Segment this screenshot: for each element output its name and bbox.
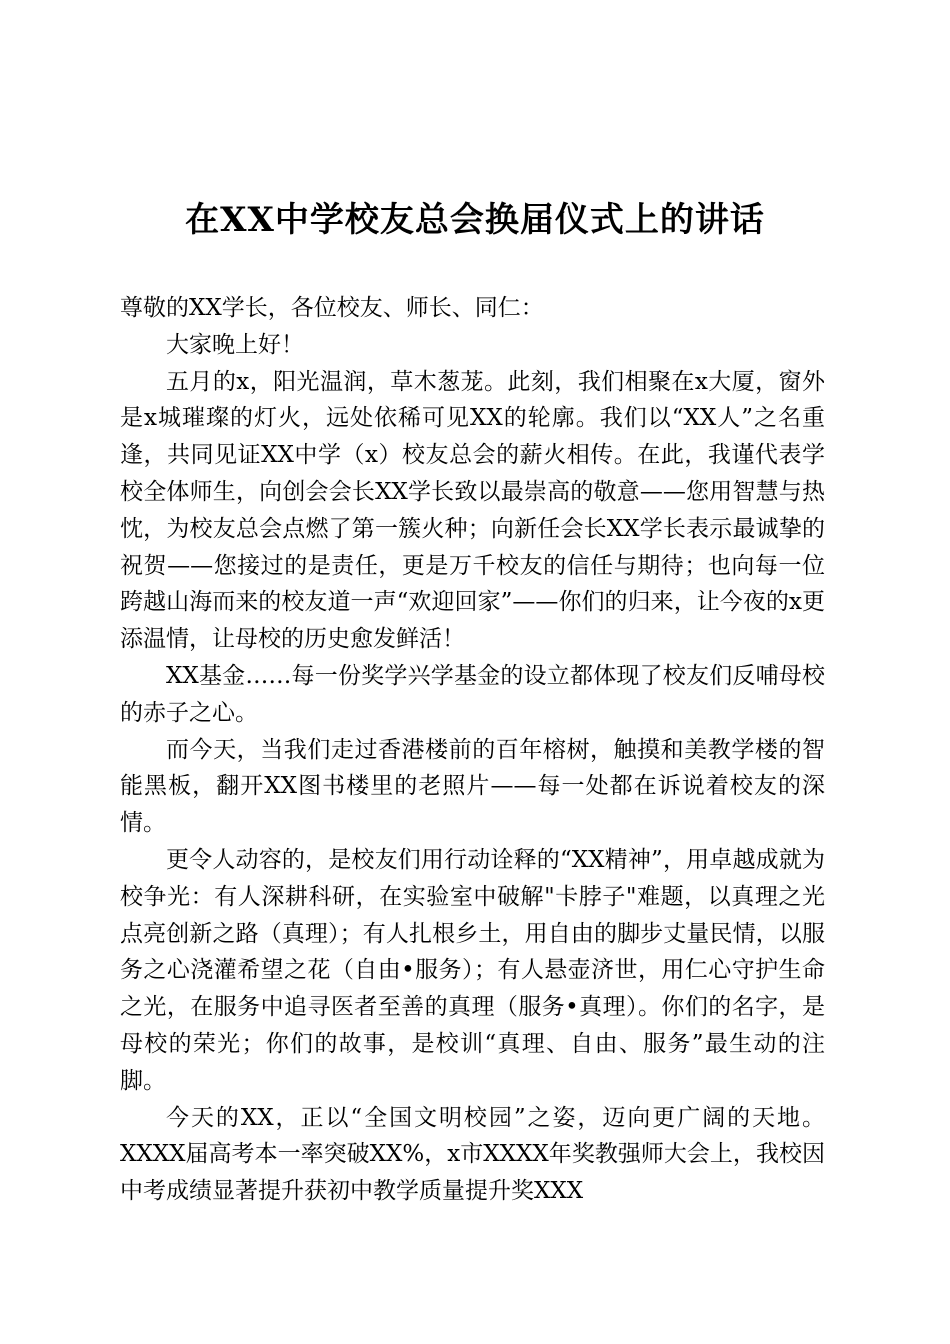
paragraph-opening: 五月的x，阳光温润，草木葱茏。此刻，我们相聚在x大厦，窗外是x城璀璨的灯火，远处依稀可见XX的轮廓。我们以“XX人”之名重逢，共同见证XX中学（x）校友总会的薪火相传。在此，我谨代表学校全体师生，向创会会长XX学长致以最崇高的敬意——您用智慧与热忱，为校友总会点燃了第一簇火种；向新任会长XX学长表示最诚挚的祝贺——您接过的是责任，更是万千校友的信任与期待；也向每一位跨越山海而来的校友道一声“欢迎回家”——你们的归来，让今夜的x更添温情，让母校的历史愈发鲜活！ <box>120 368 825 653</box>
paragraph-achievements: 今天的XX，正以“全国文明校园”之姿，迈向更广阔的天地。XXXX届高考本一率突破XX%，x市XXXX年奖教强师大会上，我校因中考成绩显著提升获初中教学质量提升奖XXX <box>120 1104 825 1205</box>
salutation: 尊敬的XX学长，各位校友、师长、同仁： <box>120 295 544 321</box>
document-title: 在XX中学校友总会换届仪式上的讲话 <box>185 200 765 240</box>
document-body <box>120 290 825 1210</box>
paragraph-campus: 而今天，当我们走过香港楼前的百年榕树，触摸和美教学楼的智能黑板，翻开XX图书楼里的老照片——每一处都在诉说着校友的深情。 <box>120 736 825 837</box>
paragraph-greeting: 大家晚上好！ <box>166 331 304 358</box>
paragraph-spirit: 更令人动容的，是校友们用行动诠释的“XX精神”，用卓越成就为校争光：有人深耕科研，在实验室中破解"卡脖子"难题，以真理之光点亮创新之路（真理）；有人扎根乡土，用自由的脚步丈量民情，以服务之心浇灌希望之花（自由•服务）；有人悬壶济世，用仁心守护生命之光，在服务中追寻医者至善的真理（服务•真理）。你们的名字，是母校的荣光；你们的故事，是校训“真理、自由、服务”最生动的注脚。 <box>120 846 825 1094</box>
paragraph-fund: XX基金……每一份奖学兴学基金的设立都体现了校友们反哺母校的赤子之心。 <box>120 662 825 726</box>
